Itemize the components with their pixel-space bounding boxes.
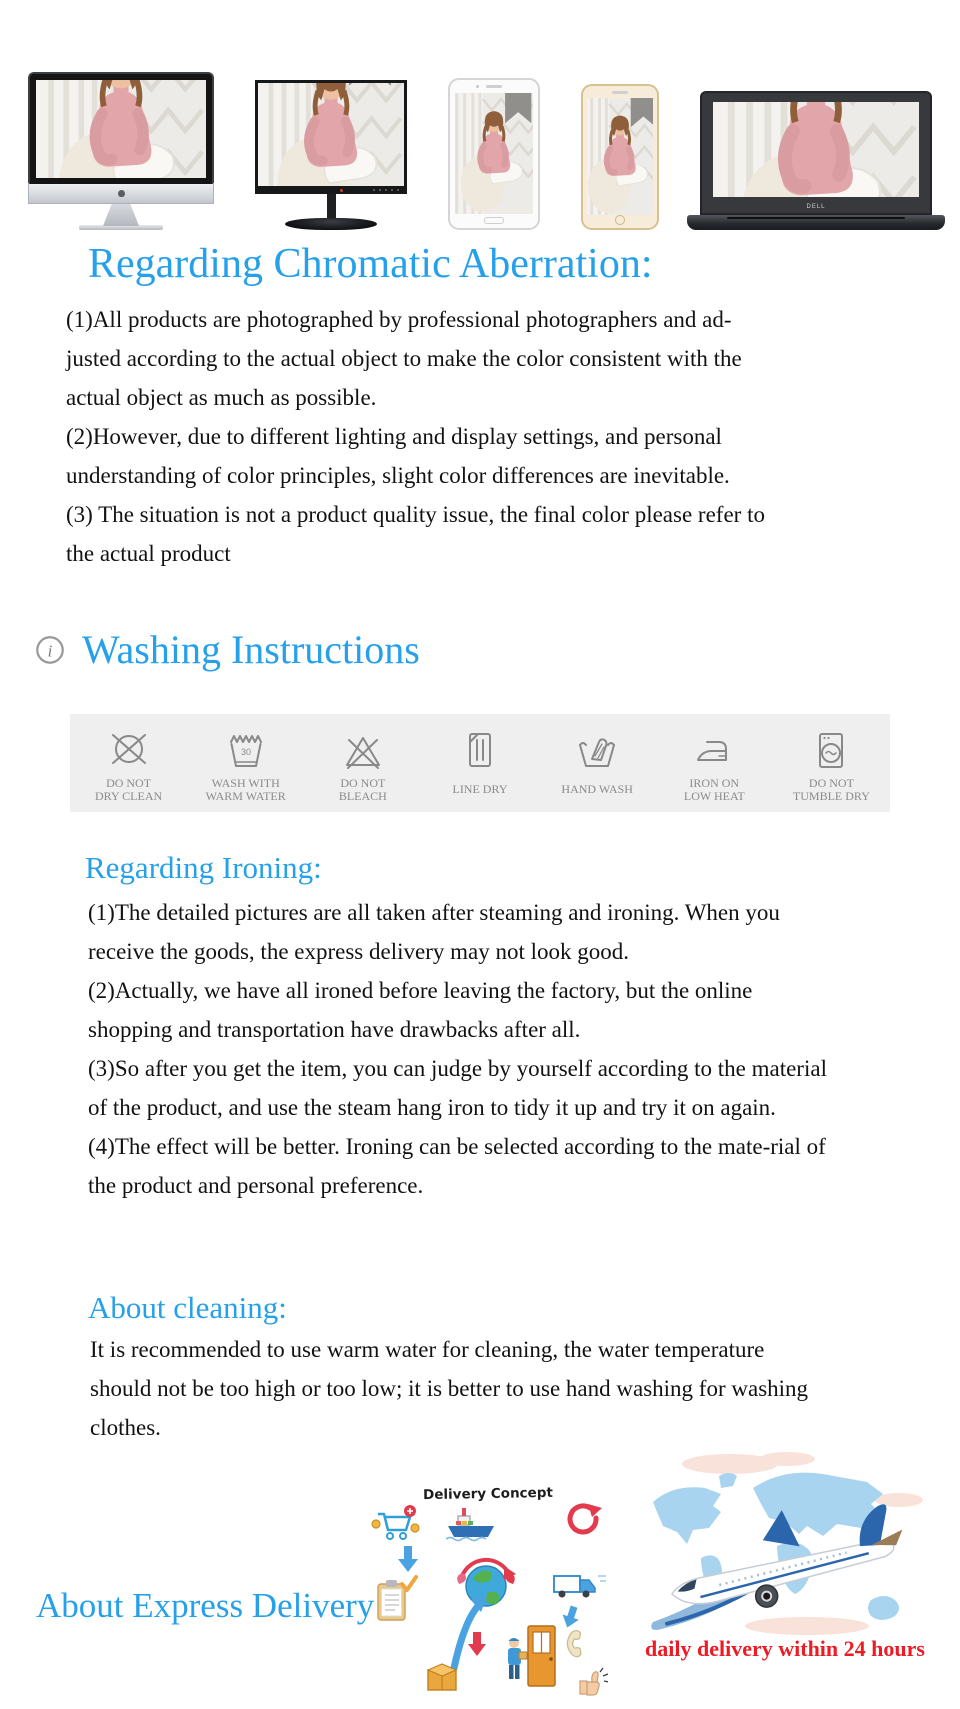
product-photo: [587, 98, 653, 215]
courier-at-door-icon: [508, 1626, 555, 1686]
delivery-concept-label: Delivery Concept: [422, 1484, 554, 1504]
paragraph: (1)The detailed pictures are all taken after steaming and ironing. When you receive the goods, the express delivery may not look good.: [88, 900, 780, 964]
curved-arrow-icon: [454, 1594, 488, 1668]
phone-speaker: [486, 85, 502, 88]
care-label: DO NOT BLEACH: [338, 775, 387, 803]
cleaning-paragraph: [90, 1330, 810, 1447]
shopping-cart-icon: [372, 1505, 419, 1539]
delivery-concept-illustration: [368, 1486, 608, 1704]
care-symbols-bar: [70, 714, 890, 812]
down-arrow-icon: [398, 1546, 418, 1572]
monitor-stand: [327, 194, 336, 218]
do-not-dry-clean-icon: [106, 727, 152, 773]
phone-white-mockup: [448, 78, 540, 230]
chromatic-paragraphs: [66, 300, 778, 573]
imac-screen: [28, 72, 214, 184]
thumbs-up-icon: [580, 1668, 608, 1695]
worldwide-shipping-illustration: [635, 1450, 935, 1635]
globe-icon: [457, 1560, 516, 1606]
imac-mockup: [28, 72, 214, 230]
laptop-brand-logo: DELL: [806, 204, 826, 210]
care-item-iron-low: [656, 727, 773, 805]
iron-low-heat-icon: [691, 727, 737, 773]
imac-chin: [28, 184, 214, 204]
info-icon: [34, 634, 66, 666]
product-photo: [36, 80, 206, 178]
care-item-hand-wash: [539, 727, 656, 805]
do-not-bleach-icon: [340, 727, 386, 773]
world-map-airplane-art: [635, 1450, 935, 1635]
home-button: [615, 215, 625, 225]
paragraph: (1)All products are photographed by professional photographers and ad-justed according to the actual object to make the color consistent with the actual object as much as possible.: [66, 307, 742, 410]
paragraph: (3)So after you get the item, you can judge by yourself according to the material of the product, and use the steam hang iron to tidy it up and try it on again.: [88, 1056, 827, 1120]
delivery-concept-art: [368, 1486, 608, 1704]
care-label: IRON ON LOW HEAT: [683, 775, 745, 803]
power-led: [340, 189, 343, 192]
washing-instructions-header: [34, 626, 420, 673]
truck-icon: [554, 1576, 606, 1598]
care-item-do-not-tumble-dry: [773, 727, 890, 805]
line-dry-icon: [457, 727, 503, 773]
refresh-arrow-icon: [570, 1504, 602, 1532]
delivery-tagline: daily delivery within 24 hours: [645, 1636, 925, 1661]
phone-speaker: [612, 91, 628, 94]
home-button: [484, 217, 504, 224]
product-photo: [258, 83, 404, 186]
red-down-arrow-icon: [468, 1632, 486, 1656]
phone-gold-mockup: [581, 84, 659, 230]
monitor-mockup: [255, 80, 407, 230]
down-arrow-icon: [559, 1604, 582, 1630]
monitor-base: [285, 218, 377, 230]
section-title-chromatic-aberration: Regarding Chromatic Aberration:: [88, 241, 653, 287]
monitor-buttons: [373, 189, 399, 191]
paragraph: (3) The situation is not a product quality issue, the final color please refer to the actual product: [66, 502, 765, 566]
care-item-do-not-bleach: [304, 727, 421, 805]
imac-stand: [103, 204, 139, 226]
laptop-mockup: [700, 91, 932, 230]
laptop-hinge: [727, 217, 905, 219]
svg-text:30: 30: [240, 747, 251, 757]
paragraph: (2)Actually, we have all ironed before leaving the factory, but the online shopping and transportation have drawbacks after all.: [88, 978, 753, 1042]
laptop-screen: [700, 91, 932, 215]
phone-icon: [562, 1628, 590, 1658]
svg-text:i: i: [47, 641, 53, 661]
monitor-screen: [255, 80, 407, 186]
parcel-box-icon: [428, 1664, 456, 1690]
paragraph: (2)However, due to different lighting and display settings, and personal understanding of color principles, slight color differences are inevitable.: [66, 424, 730, 488]
product-photo: [713, 102, 919, 197]
care-item-wash-warm: [187, 727, 304, 805]
apple-logo: [118, 190, 125, 197]
ironing-paragraphs: [88, 893, 828, 1205]
section-title-washing-instructions: Washing Instructions: [82, 627, 420, 672]
wash-warm-water-icon: [223, 727, 269, 773]
monitor-bezel: [255, 186, 407, 194]
care-item-line-dry: [421, 727, 538, 805]
section-title-cleaning: About cleaning:: [88, 1290, 287, 1325]
care-label: LINE DRY: [452, 782, 508, 797]
section-title-ironing: Regarding Ironing:: [85, 850, 322, 885]
care-label: DO NOT DRY CLEAN: [94, 775, 163, 803]
paragraph: (4)The effect will be better. Ironing can be selected according to the mate-rial of the product and personal preference.: [88, 1134, 826, 1198]
phone-camera: [476, 85, 479, 88]
do-not-tumble-dry-icon: [808, 727, 854, 773]
care-label: DO NOT TUMBLE DRY: [792, 775, 870, 803]
laptop-base: [687, 215, 945, 230]
map-pin-icon: [457, 1574, 466, 1585]
care-label: WASH WITH WARM WATER: [205, 775, 286, 803]
cargo-ship-icon: [446, 1508, 494, 1541]
product-photo: [455, 93, 533, 214]
section-title-express-delivery: About Express Delivery: [36, 1586, 375, 1625]
device-mockups: [28, 64, 932, 230]
check-icon: [402, 1577, 416, 1590]
clipboard-icon: [378, 1577, 416, 1620]
paragraph: It is recommended to use warm water for cleaning, the water temperature should not be too high or too low; it is better to use hand washing for washing clothes.: [90, 1337, 809, 1440]
care-label: HAND WASH: [561, 782, 633, 797]
hand-wash-icon: [574, 727, 620, 773]
care-item-do-not-dry-clean: [70, 727, 187, 805]
